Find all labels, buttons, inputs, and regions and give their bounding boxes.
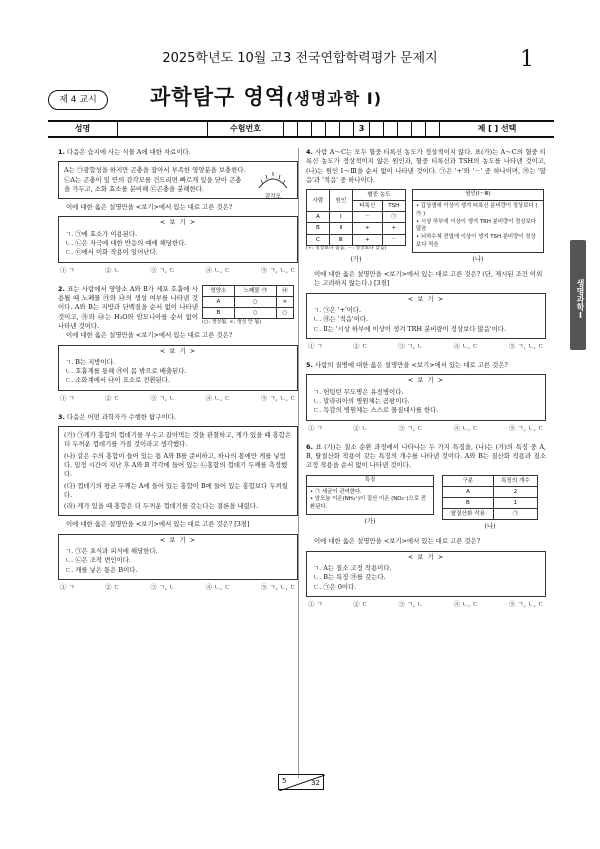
- choice-4[interactable]: ④ ㄴ, ㄷ: [453, 423, 479, 432]
- exam-no-digit[interactable]: [284, 122, 298, 136]
- table-cell: A: [443, 486, 494, 497]
- choice-3[interactable]: ③ ㄱ, ㄷ: [150, 265, 176, 274]
- choice-4[interactable]: ④ ㄴ, ㄷ: [453, 599, 479, 608]
- question-4: [306, 148, 546, 351]
- experiment-step: (다) 껍데기의 평균 두께는 A에 들어 있는 홍합이 B에 들어 있는 홍합보다 두꺼웠다.: [64, 481, 288, 499]
- question-number: 3.: [58, 412, 65, 421]
- table-header: ㉯: [276, 285, 293, 296]
- bogi-box: [306, 293, 546, 339]
- footer-total: 32: [311, 778, 320, 787]
- bogi-item: ㄱ. 헌팅턴 무도병은 유전병이다.: [313, 387, 404, 396]
- table-header: 노폐물 ㉮: [234, 285, 276, 296]
- cause-item: • 뇌하수체 전엽에 이상이 생겨 TSH 분비량이 정상보다 적음: [416, 234, 536, 249]
- choice-4[interactable]: ④ ㄴ, ㄷ: [205, 265, 231, 274]
- table-cell: B: [307, 223, 330, 234]
- table-header: 영양소: [203, 285, 235, 296]
- choice-1[interactable]: ① ㄱ: [308, 423, 323, 432]
- period-badge: 제 4 교시: [48, 90, 108, 110]
- table-group-header: 혈중 농도: [352, 190, 405, 201]
- question-number: 6.: [306, 442, 313, 451]
- bogi-item: ㄱ. ㉠은 포식과 피식에 해당한다.: [65, 547, 158, 555]
- side-subject-tab: 생명과학Ⅰ: [570, 240, 586, 350]
- table-note: (+: 정상보다 높음, －: 정상보다 낮음): [306, 245, 387, 251]
- q6-table-b: [442, 475, 538, 520]
- exam-no-digit[interactable]: [312, 122, 326, 136]
- page-number: 1: [520, 47, 534, 72]
- question-ask: 이에 대한 옳은 설명만을 <보기>에서 있는 대로 고른 것은?: [314, 537, 481, 546]
- choice-2[interactable]: ② ㄴ: [353, 423, 368, 432]
- question-stem: 다음은 습지에 사는 식물 A에 대한 자료이다.: [66, 148, 191, 156]
- bogi-item: ㄷ. 소화계에서 ㉯이 요소로 전환된다.: [65, 376, 171, 385]
- bogi-item: ㄴ. 말라리아의 병원체는 곰팡이다.: [313, 397, 410, 406]
- exam-no-digit[interactable]: [298, 122, 312, 136]
- bogi-title: < 보 기 >: [407, 376, 445, 385]
- q4-table-a: [306, 189, 406, 246]
- table-cell: －: [382, 234, 405, 245]
- bogi-title: < 보 기 >: [159, 346, 197, 355]
- choice-1[interactable]: ① ㄱ: [60, 265, 75, 274]
- answer-choices: [58, 394, 298, 403]
- question-stem: 다음은 어떤 과학자가 수행한 탐구이다.: [66, 412, 176, 421]
- bogi-title: < 보 기 >: [407, 294, 445, 303]
- bogi-box: [58, 534, 298, 580]
- q6-tables: [306, 475, 546, 534]
- footer-page: 5: [282, 777, 287, 785]
- bogi-item: ㄷ. Ⅱ는 '시상 하부에 이상이 생겨 TRH 분비량이 정상보다 많음'이다.: [313, 324, 507, 333]
- table-header: 특징: [307, 476, 433, 487]
- plant-figure: [255, 168, 291, 202]
- column-divider: [298, 148, 299, 778]
- name-label: 성명: [48, 122, 118, 136]
- choice-5[interactable]: ⑤ ㄱ, ㄴ, ㄷ: [260, 265, 296, 274]
- answer-choices: [58, 266, 298, 275]
- choice-4[interactable]: ④ ㄴ, ㄷ: [205, 582, 231, 591]
- bogi-item: ㄴ. ㉮는 '적음'이다.: [313, 315, 369, 324]
- bogi-item: ㄴ. B는 특징 ㉮를 갖는다.: [313, 573, 386, 582]
- bogi-title: < 보 기 >: [407, 552, 445, 561]
- choice-1[interactable]: ① ㄱ: [308, 599, 323, 608]
- subject-main: 과학탐구 영역: [150, 85, 287, 109]
- exam-no-digit[interactable]: [412, 122, 426, 136]
- bogi-item: ㄴ. ㉡은 자극에 대한 반응의 예에 해당한다.: [65, 238, 187, 247]
- experiment-box: [58, 426, 298, 516]
- choice-3[interactable]: ③ ㄱ, ㄴ: [150, 582, 176, 591]
- table-caption: (나): [484, 522, 496, 531]
- table-cell: B: [203, 308, 235, 319]
- experiment-step: (나) 같은 수의 홍합이 들어 있는 통 A와 B를 준비하고, 하나의 통에만 게를 넣었다. 일정 시간이 지난 후 A와 B 각각에 들어 있는 ㉡홍합의 껍데기 두께를 측정했다.: [64, 451, 288, 479]
- table-header: 특징의 개수: [493, 475, 537, 486]
- bogi-item: ㄴ. ㉡은 조작 변인이다.: [65, 556, 131, 565]
- bogi-item: ㄱ. A는 질소 고정 작용이다.: [313, 563, 392, 572]
- exam-no-digit[interactable]: [426, 122, 440, 136]
- bogi-title: < 보 기 >: [159, 535, 197, 544]
- table-cell: ○: [234, 296, 276, 307]
- page-footer: [278, 774, 324, 790]
- subject-title: [150, 82, 382, 112]
- bogi-item: ㄱ. ㉠에 효소가 이용된다.: [65, 229, 138, 238]
- bogi-box: [58, 216, 298, 262]
- table-cell: ×: [276, 296, 293, 307]
- bogi-item: ㄷ. ㉠은 0이다.: [313, 582, 357, 591]
- choice-2[interactable]: ② ㄷ: [105, 393, 120, 402]
- choice-2[interactable]: ② ㄷ: [353, 341, 368, 350]
- cause-item: • 시상 하부에 이상이 생겨 TRH 분비량이 정상보다 많음: [416, 218, 536, 233]
- table-cell: －: [352, 212, 382, 223]
- table-caption: (가): [350, 254, 362, 263]
- subject-select-label: 제 [ ] 선택: [477, 124, 517, 134]
- q2-table-wrap: [202, 285, 298, 331]
- question-number: 2.: [58, 284, 65, 293]
- exam-no-digit[interactable]: [326, 122, 340, 136]
- question-number: 1.: [58, 148, 65, 156]
- choice-5[interactable]: ⑤ ㄱ, ㄴ, ㄷ: [260, 582, 296, 591]
- choice-1[interactable]: ① ㄱ: [60, 393, 75, 402]
- bogi-item: ㄱ. B는 지방이다.: [65, 357, 115, 366]
- table-cell: ○: [276, 308, 293, 319]
- choice-4[interactable]: ④ ㄴ, ㄷ: [453, 341, 479, 350]
- question-ask: 이에 대한 옳은 설명만을 <보기>에서 있는 대로 고른 것은? (단, 제시된 조건 이외는 고려하지 않는다.) [3점]: [314, 270, 543, 288]
- choice-5[interactable]: ⑤ ㄱ, ㄴ, ㄷ: [508, 423, 544, 432]
- choice-3[interactable]: ③ ㄱ, ㄷ: [398, 423, 424, 432]
- table-cell: ㉠: [493, 509, 537, 520]
- experiment-step: (라) 게가 있을 때 홍합은 더 두꺼운 껍데기를 갖는다는 결론을 내렸다.: [64, 502, 259, 511]
- choice-1[interactable]: ① ㄱ: [60, 582, 75, 591]
- table-cell: A: [307, 212, 330, 223]
- question-stem: 사람의 질병에 대한 옳은 설명만을 <보기>에서 있는 대로 고른 것은?: [314, 361, 508, 370]
- question-6: [306, 443, 546, 609]
- answer-choices: [306, 342, 546, 351]
- exam-title: 2025학년도 10월 고3 전국연합학력평가 문제지: [162, 51, 438, 66]
- question-ask: 이에 대한 옳은 설명만을 <보기>에서 있는 대로 고른 것은?: [66, 203, 233, 212]
- table-caption: (가): [364, 517, 376, 526]
- bogi-item: ㄷ. 게를 넣은 통은 B이다.: [65, 565, 138, 574]
- exam-no-digit[interactable]: [340, 122, 354, 136]
- table-header: 티록신: [352, 201, 382, 212]
- question-2: [58, 285, 298, 403]
- table-caption: (나): [472, 254, 484, 263]
- table-cell: A: [203, 296, 235, 307]
- data-box: [58, 161, 298, 199]
- feature-item: • 암모늄 이온(NH₄⁺)이 질산 이온 (NO₃⁻)으로 전환된다.: [310, 496, 426, 511]
- table-cell: C: [307, 234, 330, 245]
- points: [3점]: [234, 520, 250, 529]
- table-header: 원인: [329, 190, 352, 212]
- exam-no-label: 수험번호: [208, 122, 284, 136]
- bogi-item: ㄷ. 독감의 병원체는 스스로 물질대사를 한다.: [313, 406, 439, 415]
- choice-3[interactable]: ③ ㄱ, ㄴ: [398, 599, 424, 608]
- choice-4[interactable]: ④ ㄴ, ㄷ: [205, 393, 231, 402]
- choice-2[interactable]: ② ㄷ: [105, 582, 120, 591]
- cause-item: • 갑상샘에 이상이 생겨 티록신 분비량이 정상보다 ( ㉮ ): [416, 202, 538, 217]
- table-cell: 탈질산화 작용: [443, 509, 494, 520]
- figure-label: 감각모: [265, 194, 281, 201]
- question-stem: 사람 A～C는 모두 혈중 티록신 농도가 정상적이지 않다. 표(가)는 A～C의 혈중 티록신 농도가 정상적이지 않은 원인과, 혈중 티록신과 TSH의 농도를 나타낸 것이고, (나)는 원인 Ⅰ～Ⅲ을 순서 없이 나타낸 것이다. ㉠은 '+'와 '－' 중 하나이며, ㉮는 '많음'과 '적음' 중 하나이다.: [306, 148, 546, 184]
- bogi-box: [306, 374, 546, 420]
- table-cell: 2: [493, 486, 537, 497]
- answer-choices: [58, 583, 298, 592]
- bogi-item: ㄴ. 호흡계를 통해 ㉮이 몸 밖으로 배출된다.: [65, 367, 187, 376]
- bogi-box: [306, 551, 546, 597]
- name-field[interactable]: [118, 122, 208, 136]
- choice-5[interactable]: ⑤ ㄱ, ㄴ, ㄷ: [260, 393, 296, 402]
- table-cell: 1: [493, 497, 537, 508]
- choice-1[interactable]: ① ㄱ: [308, 341, 323, 350]
- table-cell: +: [352, 234, 382, 245]
- bogi-item: ㄷ. ㉢에서 이화 작용이 일어난다.: [65, 248, 158, 257]
- table-cell: Ⅱ: [329, 223, 352, 234]
- choice-2[interactable]: ② ㄴ: [105, 265, 120, 274]
- exam-no-dash: 3: [354, 122, 370, 136]
- table-cell: B: [443, 497, 494, 508]
- table-cell: ㉠: [382, 212, 405, 223]
- bogi-title: < 보 기 >: [159, 218, 197, 227]
- table-header: 사람: [307, 190, 330, 212]
- feature-item: • ㉠ 세균이 관여한다.: [310, 488, 362, 495]
- right-column: [306, 148, 546, 615]
- choice-5[interactable]: ⑤ ㄱ, ㄴ, ㄷ: [508, 599, 544, 608]
- table-cell: +: [352, 223, 382, 234]
- exam-no-digit[interactable]: [384, 122, 398, 136]
- subject-sub: (생명과학 Ⅰ): [286, 89, 383, 108]
- q6-table-a: [306, 475, 434, 515]
- choice-2[interactable]: ② ㄷ: [353, 599, 368, 608]
- data-box-text: A는 ㉠광합성을 하지만 곤충을 잡아서 부족한 영양분을 보충한다. ㉡A는 곤충이 잎 안의 감각모를 건드리면 빠르게 잎을 닫아 곤충을 가두고, 소화 효소를 분비해 ㉢곤충을 분해한다.: [64, 166, 246, 193]
- table-cell: +: [382, 223, 405, 234]
- answer-choices: [306, 600, 546, 609]
- table-cell: Ⅲ: [329, 234, 352, 245]
- table-header: 구분: [443, 475, 494, 486]
- question-5: [306, 361, 546, 433]
- q2-table: [202, 285, 294, 319]
- question-1: [58, 148, 298, 275]
- choice-3[interactable]: ③ ㄱ, ㄴ: [150, 393, 176, 402]
- question-ask: 이에 대한 옳은 설명만을 <보기>에서 있는 대로 고른 것은?: [66, 520, 233, 529]
- left-column: [58, 148, 298, 598]
- question-stem: 표 (가)는 질소 순환 과정에서 나타나는 두 가지 특징을, (나)는 (가)의 특징 중 A, B, 탈질산화 작용이 갖는 특징의 개수를 나타낸 것이다. A와 B는 질산화 작용과 질소 고정 작용을 순서 없이 나타낸 것이다.: [306, 442, 546, 470]
- bogi-box: [58, 345, 298, 391]
- choice-5[interactable]: ⑤ ㄱ, ㄴ, ㄷ: [508, 341, 544, 350]
- table-cell: Ⅰ: [329, 212, 352, 223]
- flytrap-icon: [255, 168, 291, 190]
- candidate-info-bar: [48, 120, 554, 138]
- table-header: TSH: [382, 201, 405, 212]
- exam-no-digit[interactable]: [398, 122, 412, 136]
- table-cell: ○: [234, 308, 276, 319]
- q4-table-b: [412, 189, 544, 253]
- question-3: [58, 413, 298, 592]
- answer-choices: [306, 424, 546, 433]
- exam-no-digit[interactable]: [370, 122, 384, 136]
- question-stem: 표는 사람에서 영양소 A와 B가 세포 호흡에 사용될 때 노폐물 ㉮와 ㉯의 생성 여부를 나타낸 것이다. A와 B는 지방과 단백질을 순서 없이 나타낸 것이고, ㉮와 ㉯는 H₂O와 암모니아를 순서 없이 나타낸 것이다.: [58, 284, 198, 330]
- question-ask: 이에 대한 옳은 설명만을 <보기>에서 있는 대로 고른 것은?: [66, 331, 233, 340]
- table-header: 원인(Ⅰ～Ⅲ): [413, 190, 543, 201]
- choice-3[interactable]: ③ ㄱ, ㄴ: [398, 341, 424, 350]
- bogi-item: ㄱ. ㉠은 '+'이다.: [313, 306, 362, 315]
- table-note: (○: 생성됨, ×: 생성 안 됨): [202, 319, 262, 326]
- question-number: 4.: [306, 148, 313, 156]
- question-number: 5.: [306, 361, 313, 370]
- q4-tables: [306, 189, 546, 266]
- experiment-step: (가) ㉠게가 홍합의 껍데기를 부수고 잡아먹는 것을 관찰하고, 게가 있을 때 홍합은 더 두꺼운 껍데기를 가질 것이라고 생각했다.: [64, 431, 292, 449]
